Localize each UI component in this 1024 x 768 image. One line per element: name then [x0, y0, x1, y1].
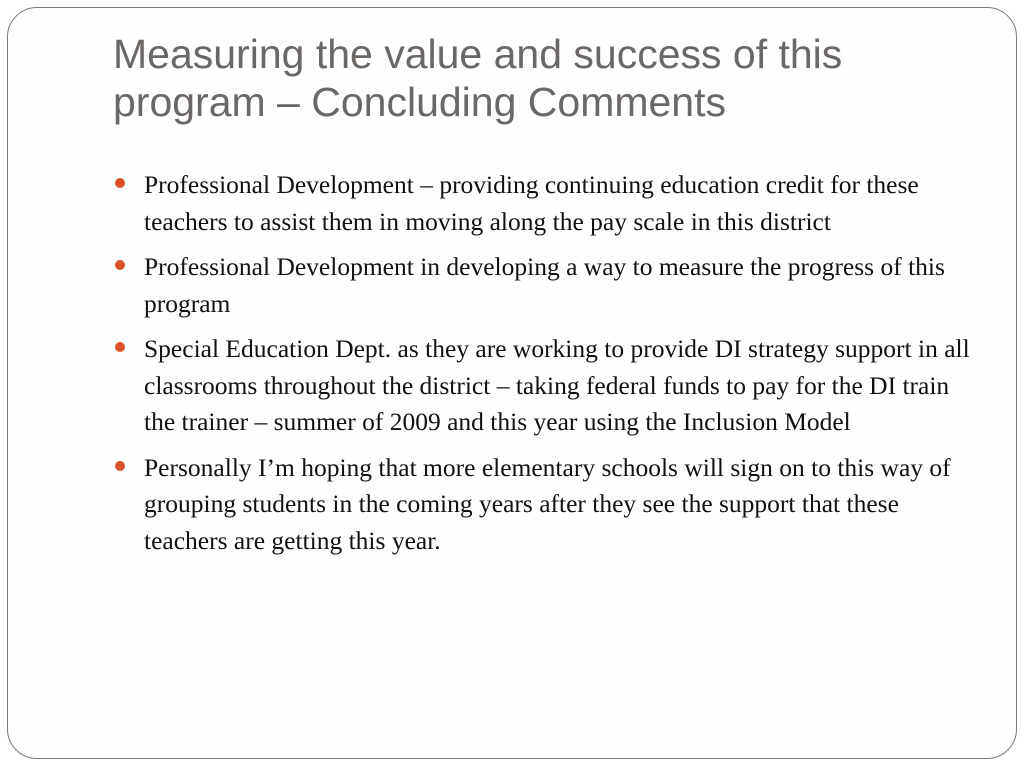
- bullet-text: Special Education Dept. as they are working to provide DI strategy support in all classrooms throughout the district – taking federal funds to pay for the DI train the trainer – summer of 2009 and this year using the Inclusion Model: [144, 334, 970, 436]
- bullet-list: [144, 167, 979, 568]
- bullet-dot-icon: [115, 178, 125, 188]
- bullet-item: [144, 167, 979, 240]
- bullet-item: [144, 249, 979, 322]
- bullet-text: Professional Development – providing continuing education credit for these teachers to assist them in moving along the pay scale in this district: [144, 170, 919, 236]
- bullet-dot-icon: [115, 342, 125, 352]
- bullet-text: Personally I’m hoping that more elementary schools will sign on to this way of grouping students in the coming years after they see the support that these teachers are getting this year.: [144, 452, 951, 555]
- bullet-dot-icon: [115, 260, 125, 270]
- bullet-text: Professional Development in developing a way to measure the progress of this program: [144, 252, 945, 318]
- slide-title: Measuring the value and success of this program – Concluding Comments: [113, 31, 843, 125]
- bullet-item: [144, 450, 979, 560]
- bullet-item: [144, 331, 979, 441]
- bullet-dot-icon: [115, 461, 125, 471]
